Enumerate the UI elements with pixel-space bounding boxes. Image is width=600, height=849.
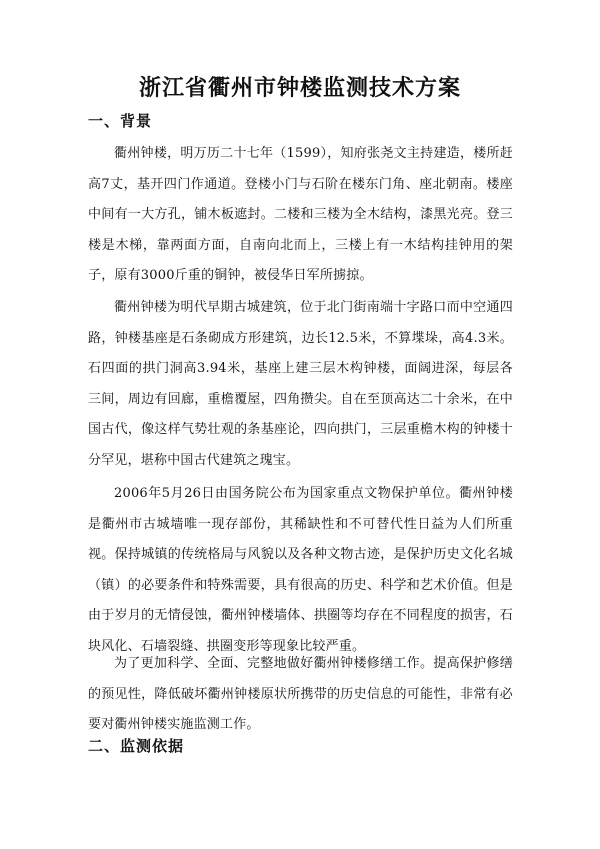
- paragraph: 衢州钟楼，明万历二十七年（1599），知府张尧文主持建造，楼所赶高7丈，基开四门作通道。登楼小门与石阶在楼东门角、座北朝南。楼座中间有一大方孔，铺木板遮封。二楼和三楼为全木结构，漆黑光亮。登三楼是木梯，靠两面方面，自南向北而上，三楼上有一木结构挂钟用的架子，原有3000斤重的铜钟，被侵华日军所掳掠。: [88, 146, 513, 283]
- section-heading-background: 一、背景: [88, 112, 153, 130]
- paragraph: 为了更加科学、全面、完整地做好衢州钟楼修缮工作。提高保护修缮的预见性，降低破坏衢州钟楼原状所携带的历史信息的可能性，非常有必要对衢州钟楼实施监测工作。: [88, 656, 513, 732]
- paragraph: 2006年5月26日由国务院公布为国家重点文物保护单位。衢州钟楼是衢州市古城墙唯一现存部份，其稀缺性和不可替代性日益为人们所重视。保持城镇的传统格局与风貌以及各种文物古迹，是保护历史文化名城（镇）的必要条件和特殊需要，具有很高的历史、科学和艺术价值。但是由于岁月的无情侵蚀，衢州钟楼墙体、拱圈等均存在不同程度的损害，石块风化、石墙裂缝、拱圈变形等现象比较严重。: [88, 486, 513, 654]
- document-title: 浙江省衢州市钟楼监测技术方案: [138, 75, 461, 101]
- section-heading-monitoring-basis: 二、监测依据: [88, 737, 185, 755]
- paragraph: 衢州钟楼为明代早期古城建筑，位于北门街南端十字路口而中空通四路，钟楼基座是石条砌成方形建筑，边长12.5米，不算堞垛，高4.3米。石四面的拱门洞高3.94米，基座上建三层木构钟楼，面阔进深，每层各三间，周边有回廊，重檐覆屋，四角攒尖。自在至顶高达二十余米，在中国古代，像这样气势壮观的条基座论，四向拱门，三层重檐木构的钟楼十分罕见，堪称中国古代建筑之瑰宝。: [88, 300, 513, 468]
